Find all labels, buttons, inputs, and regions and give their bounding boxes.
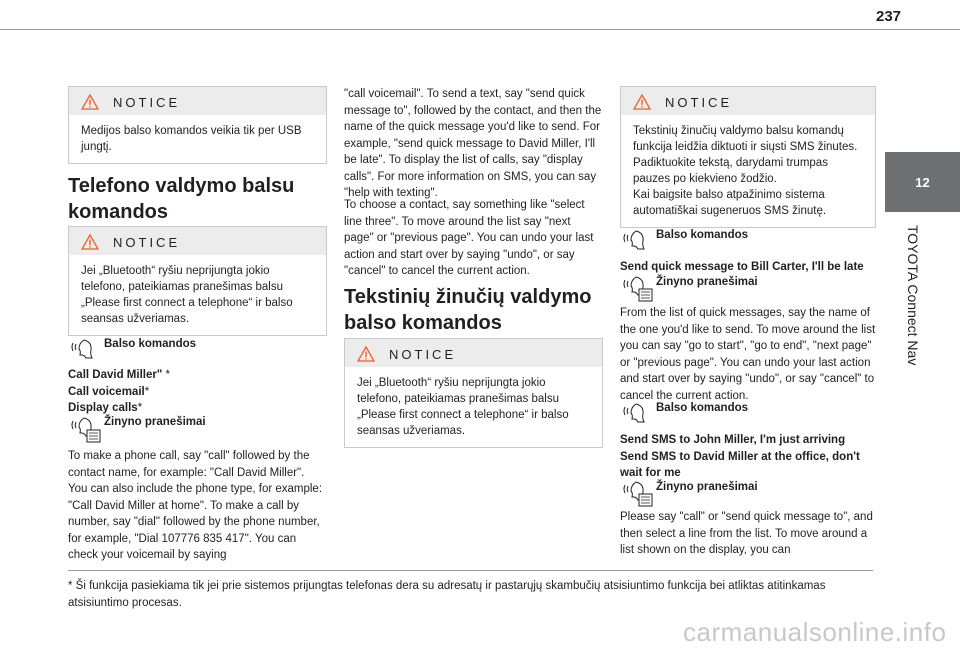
notice-header — [69, 87, 326, 115]
body-paragraph: To choose a contact, say something like "select line three". To move around the list say "next page" or "previous page". You can undo your last action and start over by saying "undo", or say "cancel" to cancel the current action. — [344, 199, 594, 277]
chapter-label: TOYOTA Connect Nav — [905, 225, 921, 366]
body-paragraph: "call voicemail". To send a text, say "send quick message to", followed by the contact, and then the name of the quick message you'd like to send. For example, "send quick message to David Miller, I'll be late". To display the list of calls, say "display calls". For more information on SMS, you can say "help with texting". — [344, 88, 602, 199]
voice-commands-label: Balso komandos — [656, 402, 749, 414]
footnote-divider — [68, 570, 873, 571]
page-number: 237 — [876, 8, 902, 25]
help-message-icon — [622, 480, 654, 508]
section-heading-phone — [68, 173, 325, 225]
heading-line: balso komandos — [344, 312, 502, 334]
notice-text: Jei „Bluetooth“ ryšiu neprijungta jokio telefono, pateikiamas pranešimas balsu „Please first connect a telephone“ ir balso seansas užveriamas. — [357, 377, 569, 437]
voice-commands-label: Balso komandos — [656, 229, 749, 241]
warning-icon — [357, 346, 375, 362]
command-item: Send quick message to Bill Carter, I'll be late — [620, 261, 864, 273]
notice-header — [345, 339, 602, 367]
voice-command-icon — [622, 229, 648, 251]
notice-title: NOTICE — [113, 95, 181, 110]
warning-icon — [81, 94, 99, 110]
notice-title: NOTICE — [389, 347, 457, 362]
section-heading-sms — [344, 284, 604, 336]
help-message-icon — [622, 275, 654, 303]
warning-icon — [81, 234, 99, 250]
notice-title: NOTICE — [113, 235, 181, 250]
notice-box-usb — [68, 86, 327, 164]
voice-command-icon — [622, 402, 648, 424]
help-messages-label: Žinyno pranešimai — [656, 481, 758, 493]
body-paragraph: To make a phone call, say "call" followed by the contact name, for example: "Call David Miller". You can also include the phone type, for example: "Call David Miller at home". To make a call by number, say "dial" followed by the phone number, for example, "Dial 107776 835 417". You can check your voicemail by saying — [68, 450, 323, 561]
notice-title: NOTICE — [665, 95, 733, 110]
notice-box-bluetooth — [68, 226, 327, 336]
chapter-tab[interactable]: 12 — [885, 152, 960, 212]
notice-header — [69, 227, 326, 255]
body-paragraph: From the list of quick messages, say the name of the one you'd like to send. To move around the list you can say "go to start", "go to end", "next page" or "previous page". You can undo your last action and start over by saying "undo", or say "cancel" to cancel the current action. — [620, 307, 876, 402]
header-divider — [0, 29, 960, 30]
command-item: Display calls* — [68, 402, 143, 414]
notice-box-sms-dictation — [620, 86, 876, 228]
heading-line: komandos — [68, 201, 169, 223]
command-list — [620, 432, 878, 482]
notice-text: Medijos balso komandos veikia tik per USB jungtį. — [81, 125, 302, 153]
notice-box-bluetooth-sms — [344, 338, 603, 448]
notice-header — [621, 87, 875, 115]
help-messages-label: Žinyno pranešimai — [104, 416, 206, 428]
command-item: Send SMS to David Miller at the office, don't wait for me — [620, 450, 860, 479]
command-item: Call David Miller" * — [68, 369, 170, 381]
command-item: Send SMS to John Miller, I'm just arriving — [620, 434, 846, 446]
voice-commands-label: Balso komandos — [104, 338, 197, 350]
command-item: Call voicemail* — [68, 385, 150, 398]
heading-line: Tekstinių žinučių valdymo — [344, 286, 592, 308]
help-messages-label: Žinyno pranešimai — [656, 276, 758, 288]
warning-icon — [633, 94, 651, 110]
voice-command-icon — [70, 338, 96, 360]
body-paragraph: Please say "call" or "send quick message to", and then select a line from the list. To move around a list shown on the display, you can — [620, 511, 873, 556]
notice-text: Jei „Bluetooth“ ryšiu neprijungta jokio telefono, pateikiamas pranešimas balsu „Please first connect a telephone“ ir balso seansas užveriamas. — [81, 265, 293, 325]
watermark: carmanualsonline.info — [683, 617, 947, 647]
heading-line: Telefono valdymo balsu — [68, 175, 295, 197]
help-message-icon — [70, 416, 102, 444]
command-list — [68, 367, 325, 417]
notice-text: Tekstinių žinučių valdymo balsu komandų funkcija leidžia diktuoti ir siųsti SMS žinutes. Padiktuokite tekstą, darydami trumpas pauzes po kiekvieno žodžio. Kai baigsite balso atpažinimo sistema automatiškai sugeneruos SMS žinutę. — [633, 125, 858, 217]
footnote: * Ši funkcija pasiekiama tik jei prie sistemos prijungtas telefonas dera su adresatų ir pastarųjų skambučių atsisiuntimo funkcija bei atliktas atitinkamas atsisiuntimo procesas. — [68, 580, 826, 609]
